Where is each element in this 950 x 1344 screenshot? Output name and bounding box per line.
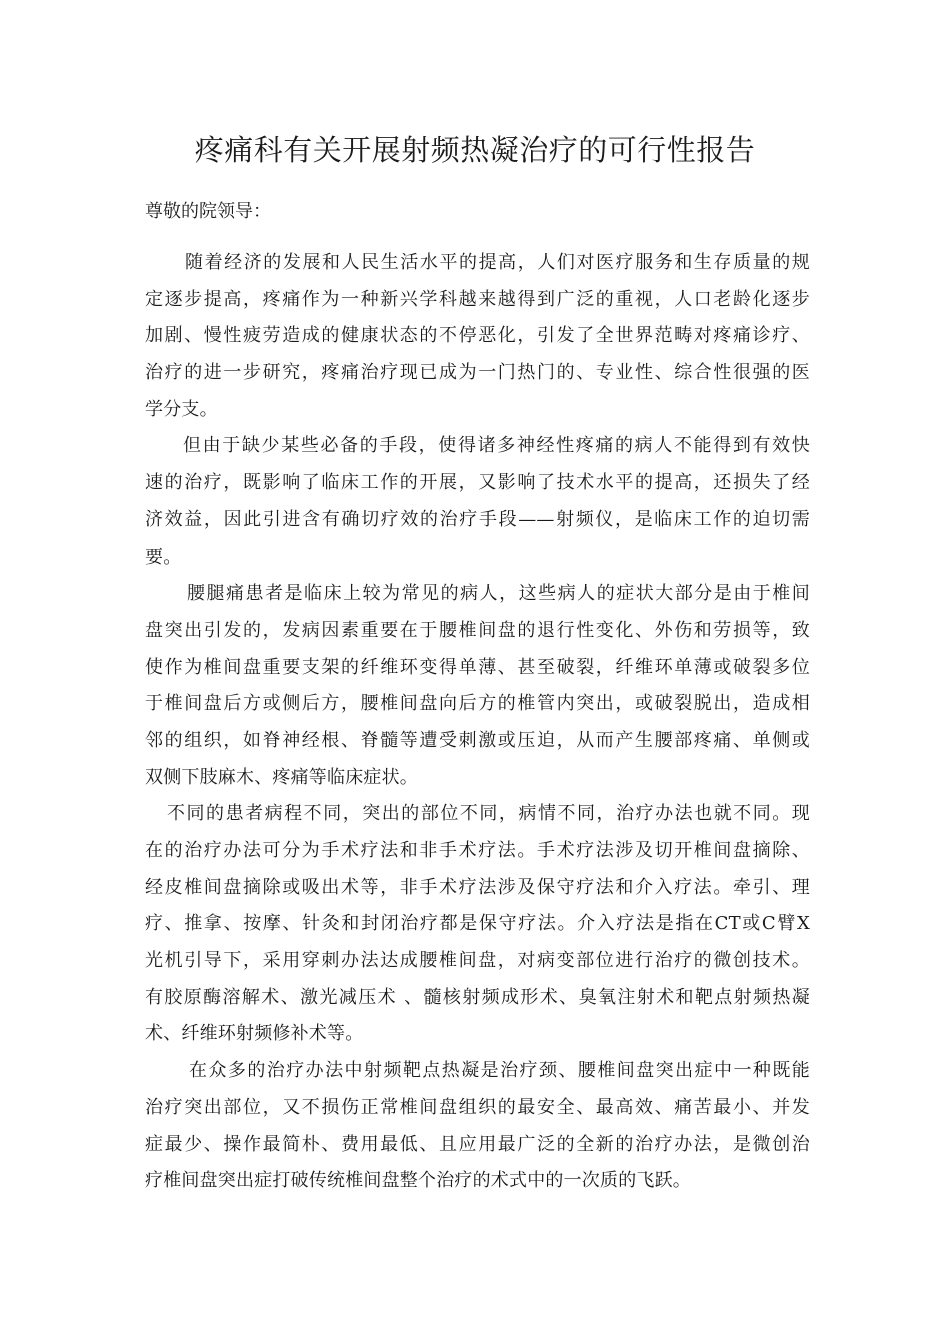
text-line: 不同的患者病程不同，突出的部位不同，病情不同，治疗办法也就不同。现	[167, 803, 810, 825]
text-line: 但由于缺少某些必备的手段，使得诸多神经性疼痛的病人不能得到有效快	[183, 435, 810, 457]
text-line: 邻的组织，如脊神经根、脊髓等遭受刺激或压迫，从而产生腰部疼痛、单侧或	[145, 729, 810, 751]
text-line: 在众多的治疗办法中射频靶点热凝是治疗颈、腰椎间盘突出症中一种既能	[189, 1060, 810, 1082]
text-line: 腰腿痛患者是临床上较为常见的病人，这些病人的症状大部分是由于椎间	[187, 583, 810, 605]
text-line: 济效益，因此引进含有确切疗效的治疗手段——射频仪，是临床工作的迫切需	[145, 508, 810, 530]
salutation: 尊敬的院领导：	[145, 201, 271, 222]
text-line: 疗椎间盘突出症打破传统椎间盘整个治疗的术式中的一次质的飞跃。	[145, 1170, 691, 1192]
document-body	[145, 245, 810, 1200]
text-line: 盘突出引发的，发病因素重要在于腰椎间盘的退行性变化、外伤和劳损等，致	[145, 619, 810, 641]
text-line: 经皮椎间盘摘除或吸出术等，非手术疗法涉及保守疗法和介入疗法。牵引、理	[145, 876, 810, 898]
text-line: 于椎间盘后方或侧后方，腰椎间盘向后方的椎管内突出，或破裂脱出，造成相	[145, 693, 810, 715]
text-line: 学分支。	[145, 398, 218, 420]
text-line: 症最少、操作最简朴、费用最低、且应用最广泛的全新的治疗办法，是微创治	[145, 1133, 810, 1155]
text-line: 术、纤维环射频修补术等。	[145, 1023, 364, 1045]
text-line: 在的治疗办法可分为手术疗法和非手术疗法。手术疗法涉及切开椎间盘摘除、	[145, 840, 810, 861]
text-line: 速的治疗，既影响了临床工作的开展，又影响了技术水平的提高，还损失了经	[145, 472, 810, 494]
text-line: 随着经济的发展和人民生活水平的提高，人们对医疗服务和生存质量的规	[185, 252, 810, 273]
text-line: 治疗的进一步研究，疼痛治疗现已成为一门热门的、专业性、综合性很强的医	[145, 362, 810, 384]
text-line: 定逐步提高，疼痛作为一种新兴学科越来越得到广泛的重视，人口老龄化逐步	[145, 288, 810, 310]
text-line: 疗、推拿、按摩、针灸和封闭治疗都是保守疗法。介入疗法是指在CT或C臂X	[145, 913, 810, 935]
text-line: 加剧、慢性疲劳造成的健康状态的不停恶化，引发了全世界范畴对疼痛诊疗、	[145, 325, 810, 347]
text-line: 治疗突出部位，又不损伤正常椎间盘组织的最安全、最高效、痛苦最小、并发	[145, 1096, 810, 1118]
text-line: 使作为椎间盘重要支架的纤维环变得单薄、甚至破裂，纤维环单薄或破裂多位	[145, 656, 810, 678]
text-line: 要。	[145, 546, 182, 568]
text-line: 双侧下肢麻木、疼痛等临床症状。	[145, 766, 418, 788]
text-line: 有胶原酶溶解术、激光减压术 、髓核射频成形术、臭氧注射术和靶点射频热凝	[145, 986, 810, 1008]
document-title: 疼痛科有关开展射频热凝治疗的可行性报告	[194, 133, 756, 167]
text-line: 光机引导下，采用穿刺办法达成腰椎间盘，对病变部位进行治疗的微创技术。	[145, 950, 810, 972]
